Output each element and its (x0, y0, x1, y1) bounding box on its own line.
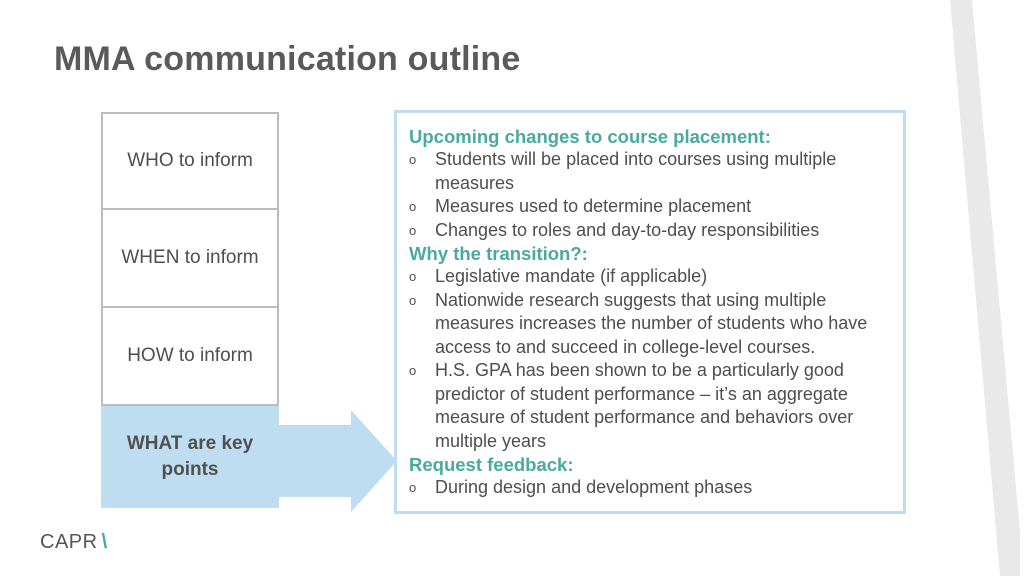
key-points-panel (394, 110, 906, 514)
list-item: o Legislative mandate (if applicable) (409, 265, 893, 289)
list-item: o During design and development phases (409, 476, 893, 500)
bullet-circle-icon: o (409, 222, 417, 238)
outline-steps (101, 112, 279, 508)
list-item: o H.S. GPA has been shown to be a particularly good predictor of student performance – it’s an aggregate measure of student performance and behaviors over multiple years (409, 360, 854, 451)
step-what: WHAT are key points (101, 406, 279, 508)
step-how: HOW to inform (101, 308, 279, 406)
section-heading-feedback: Request feedback: (409, 454, 574, 475)
list-item: o Measures used to determine placement (409, 195, 893, 219)
list-item: o Nationwide research suggests that using multiple measures increases the number of students who have access to and succeed in college-level courses. (409, 289, 868, 357)
bullet-circle-icon: o (409, 152, 417, 167)
bullet-circle-icon: o (409, 363, 417, 378)
arrow-right-icon (279, 410, 397, 512)
decorative-stripe (950, 0, 1020, 576)
logo-slash-icon: \ (101, 531, 108, 553)
list-item: o Students will be placed into courses using multiple measures (409, 149, 837, 193)
bullet-circle-icon: o (409, 199, 417, 214)
list-item: o Changes to roles and day-to-day responsibilities (409, 219, 893, 243)
step-who: WHO to inform (101, 112, 279, 210)
section-heading-why: Why the transition?: (409, 243, 588, 264)
capr-logo: CAPR \ (40, 531, 108, 553)
section-heading-changes: Upcoming changes to course placement: (409, 126, 771, 147)
bullet-circle-icon: o (409, 292, 417, 308)
step-when: WHEN to inform (101, 210, 279, 308)
bullet-circle-icon: o (409, 480, 417, 495)
bullet-circle-icon: o (409, 269, 417, 284)
page-title: MMA communication outline (54, 40, 521, 78)
